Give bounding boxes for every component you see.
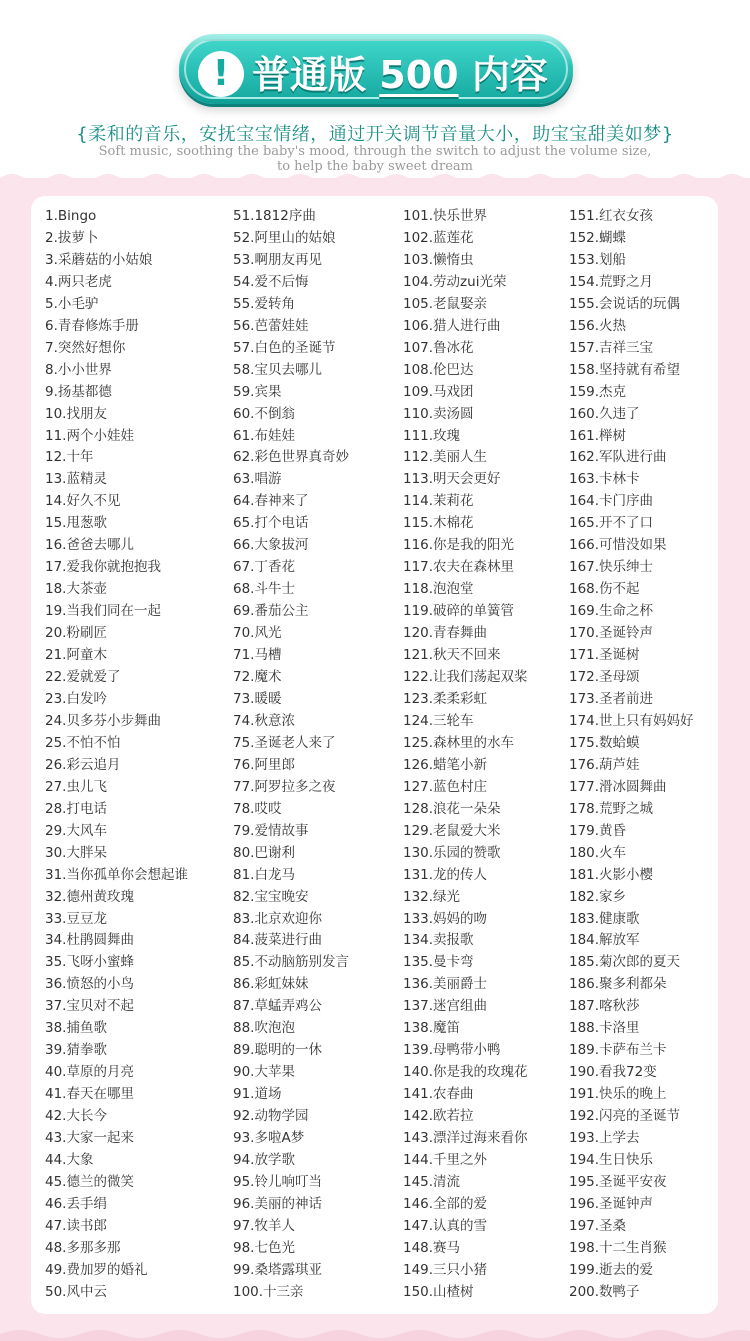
song-item: 55.爱转角 (233, 295, 295, 312)
song-item: 40.草原的月亮 (45, 1064, 134, 1081)
song-item: 159.杰克 (569, 383, 627, 400)
song-item: 58.宝贝去哪儿 (233, 361, 322, 378)
song-item: 105.老鼠娶亲 (403, 295, 488, 312)
song-column-3 (403, 206, 528, 1304)
song-item: 184.解放军 (569, 932, 640, 949)
song-item: 133.妈妈的吻 (403, 910, 488, 927)
song-item: 157.吉祥三宝 (569, 339, 654, 356)
song-item: 143.漂洋过海来看你 (403, 1130, 528, 1147)
song-item: 172.圣母颂 (569, 669, 640, 686)
song-item: 195.圣诞平安夜 (569, 1173, 667, 1190)
subtitle-chinese: {柔和的音乐，安抚宝宝情绪，通过开关调节音量大小，助宝宝甜美如梦} (76, 124, 674, 145)
song-item: 158.坚持就有希望 (569, 361, 681, 378)
song-item: 57.白色的圣诞节 (233, 339, 336, 356)
song-item: 43.大家一起来 (45, 1130, 134, 1147)
song-item: 146.全部的爱 (403, 1195, 488, 1212)
banner-title-number: 500 (379, 53, 459, 97)
song-item: 130.乐园的赞歌 (403, 844, 501, 861)
song-item: 166.可惜没如果 (569, 537, 667, 554)
song-item: 181.火影小樱 (569, 866, 654, 883)
song-item: 160.久违了 (569, 405, 640, 422)
song-item: 12.十年 (45, 449, 94, 466)
song-item: 75.圣诞老人来了 (233, 734, 336, 751)
song-item: 69.番茄公主 (233, 603, 309, 620)
song-item: 113.明天会更好 (403, 471, 501, 488)
song-item: 127.蓝色村庄 (403, 778, 488, 795)
song-item: 8.小小世界 (45, 361, 112, 378)
song-item: 142.欧若拉 (403, 1108, 474, 1125)
song-item: 177.滑冰圆舞曲 (569, 778, 667, 795)
subtitle-english-line1: Soft music, soothing the baby's mood, through the switch to adjust the volume size, (98, 144, 652, 159)
song-item: 104.劳动zui光荣 (403, 273, 507, 290)
song-item: 33.豆豆龙 (45, 910, 107, 927)
song-item: 170.圣诞铃声 (569, 625, 654, 642)
song-item: 123.柔柔彩虹 (403, 690, 488, 707)
song-item: 182.家乡 (569, 888, 627, 905)
song-item: 116.你是我的阳光 (403, 537, 515, 554)
song-item: 94.放学歌 (233, 1151, 295, 1168)
song-item: 183.健康歌 (569, 910, 640, 927)
song-item: 99.桑塔露琪亚 (233, 1261, 322, 1278)
song-column-1 (45, 206, 188, 1304)
song-item: 65.打个电话 (233, 515, 309, 532)
song-item: 109.马戏团 (403, 383, 474, 400)
song-item: 26.彩云追月 (45, 756, 121, 773)
song-item: 174.世上只有妈妈好 (569, 712, 694, 729)
song-item: 161.榉树 (569, 427, 627, 444)
song-item: 149.三只小猪 (403, 1261, 488, 1278)
song-item: 107.鲁冰花 (403, 339, 474, 356)
song-item: 73.暖暖 (233, 690, 282, 707)
song-item: 196.圣诞钟声 (569, 1195, 654, 1212)
song-item: 178.荒野之城 (569, 800, 654, 817)
song-item: 122.让我们荡起双桨 (403, 669, 528, 686)
song-item: 197.圣桑 (569, 1217, 627, 1234)
song-item: 82.宝宝晚安 (233, 888, 309, 905)
song-item: 199.逝去的爱 (569, 1261, 654, 1278)
song-item: 140.你是我的玫瑰花 (403, 1064, 528, 1081)
song-item: 102.蓝莲花 (403, 229, 474, 246)
song-item: 13.蓝精灵 (45, 471, 107, 488)
song-item: 14.好久不见 (45, 493, 121, 510)
song-item: 7.突然好想你 (45, 339, 126, 356)
song-item: 22.爱就爱了 (45, 669, 121, 686)
song-item: 132.绿光 (403, 888, 461, 905)
song-item: 63.唱游 (233, 471, 282, 488)
song-item: 80.巴谢利 (233, 844, 295, 861)
banner-title-suffix: 内容 (471, 53, 548, 97)
song-item: 86.彩虹妹妹 (233, 976, 309, 993)
song-item: 96.美丽的神话 (233, 1195, 322, 1212)
song-item: 4.两只老虎 (45, 273, 112, 290)
song-item: 50.风中云 (45, 1283, 107, 1300)
song-item: 139.母鸭带小鸭 (403, 1042, 501, 1059)
song-item: 148.赛马 (403, 1239, 461, 1256)
song-item: 19.当我们同在一起 (45, 603, 161, 620)
song-item: 151.红衣女孩 (569, 208, 654, 224)
song-item: 147.认真的雪 (403, 1217, 488, 1234)
song-item: 52.阿里山的姑娘 (233, 229, 336, 246)
song-item: 138.魔笛 (403, 1020, 461, 1037)
song-item: 173.圣者前进 (569, 690, 654, 707)
song-item: 46.丢手绢 (45, 1195, 107, 1212)
banner-title (252, 47, 562, 103)
song-item: 119.破碎的单簧管 (403, 603, 515, 620)
song-item: 71.马槽 (233, 647, 282, 664)
song-item: 189.卡萨布兰卡 (569, 1042, 667, 1059)
song-item: 77.阿罗拉多之夜 (233, 778, 336, 795)
song-item: 3.采蘑菇的小姑娘 (45, 251, 153, 268)
song-item: 117.农夫在森林里 (403, 559, 515, 576)
song-item: 91.道场 (233, 1086, 282, 1103)
song-item: 79.爱情故事 (233, 822, 309, 839)
song-item: 47.读书郎 (45, 1217, 107, 1234)
song-item: 53.啊朋友再见 (233, 251, 322, 268)
song-item: 194.生日快乐 (569, 1151, 654, 1168)
song-item: 155.会说话的玩偶 (569, 295, 681, 312)
song-item: 186.聚多利都朵 (569, 976, 667, 993)
song-item: 185.菊次郎的夏天 (569, 954, 681, 971)
song-item: 169.生命之杯 (569, 603, 654, 620)
song-item: 137.迷宫组曲 (403, 998, 488, 1015)
song-item: 152.蝴蝶 (569, 229, 627, 246)
song-item: 66.大象拔河 (233, 537, 309, 554)
song-item: 36.愤怒的小鸟 (45, 976, 134, 993)
song-item: 45.德兰的微笑 (45, 1173, 134, 1190)
song-item: 112.美丽人生 (403, 449, 488, 466)
song-item: 120.青春舞曲 (403, 625, 488, 642)
song-item: 84.菠菜进行曲 (233, 932, 322, 949)
song-item: 171.圣诞树 (569, 647, 640, 664)
song-item: 118.泡泡堂 (403, 581, 474, 598)
song-item: 111.玫瑰 (403, 427, 461, 444)
song-item: 110.卖汤圆 (403, 405, 474, 422)
song-item: 59.宾果 (233, 383, 282, 400)
song-item: 20.粉刷匠 (45, 625, 107, 642)
song-item: 49.费加罗的婚礼 (45, 1261, 148, 1278)
song-item: 167.快乐绅士 (569, 559, 654, 576)
song-item: 5.小毛驴 (45, 295, 99, 312)
bottom-scallop (0, 1326, 750, 1341)
song-item: 126.蜡笔小新 (403, 756, 488, 773)
song-item: 141.农春曲 (403, 1086, 474, 1103)
song-column-2 (233, 206, 349, 1304)
song-item: 54.爱不后悔 (233, 273, 309, 290)
song-item: 2.拔萝卜 (45, 229, 99, 246)
song-item: 81.白龙马 (233, 866, 295, 883)
song-item: 61.布娃娃 (233, 427, 295, 444)
song-item: 10.找朋友 (45, 405, 107, 422)
song-item: 156.火热 (569, 317, 627, 334)
song-item: 108.伦巴达 (403, 361, 474, 378)
song-item: 87.草蜢弄鸡公 (233, 998, 322, 1015)
song-item: 31.当你孤单你会想起谁 (45, 866, 188, 883)
song-item: 131.龙的传人 (403, 866, 488, 883)
song-item: 37.宝贝对不起 (45, 998, 134, 1015)
song-item: 97.牧羊人 (233, 1217, 295, 1234)
song-item: 135.曼卡弯 (403, 954, 474, 971)
song-column-4 (569, 206, 694, 1304)
song-item: 16.爸爸去哪儿 (45, 537, 134, 554)
song-item: 18.大茶壶 (45, 581, 107, 598)
song-item: 38.捕鱼歌 (45, 1020, 107, 1037)
song-item: 188.卡洛里 (569, 1020, 640, 1037)
song-item: 114.茉莉花 (403, 493, 474, 510)
song-item: 23.白发吟 (45, 690, 107, 707)
song-item: 74.秋意浓 (233, 712, 295, 729)
song-item: 198.十二生肖猴 (569, 1239, 667, 1256)
song-item: 42.大长今 (45, 1108, 107, 1125)
song-item: 153.划船 (569, 251, 627, 268)
song-item: 25.不怕不怕 (45, 734, 121, 751)
song-item: 51.1812序曲 (233, 208, 316, 224)
song-item: 125.森林里的水车 (403, 734, 515, 751)
song-item: 76.阿里郎 (233, 756, 295, 773)
song-item: 62.彩色世界真奇妙 (233, 449, 349, 466)
song-item: 103.懒惰虫 (403, 251, 474, 268)
song-item: 28.打电话 (45, 800, 107, 817)
song-item: 165.开不了口 (569, 515, 654, 532)
title-banner (179, 34, 573, 104)
song-item: 168.伤不起 (569, 581, 640, 598)
song-item: 21.阿童木 (45, 647, 107, 664)
song-item: 90.大苹果 (233, 1064, 295, 1081)
song-item: 60.不倒翁 (233, 405, 295, 422)
song-item: 106.猎人进行曲 (403, 317, 501, 334)
song-item: 191.快乐的晚上 (569, 1086, 667, 1103)
song-item: 9.扬基都德 (45, 383, 112, 400)
song-item: 121.秋天不回来 (403, 647, 501, 664)
song-item: 78.哎哎 (233, 800, 282, 817)
song-item: 88.吹泡泡 (233, 1020, 295, 1037)
song-item: 176.葫芦娃 (569, 756, 640, 773)
song-item: 95.铃儿响叮当 (233, 1173, 322, 1190)
scallop-divider (0, 170, 750, 194)
song-item: 70.风光 (233, 625, 282, 642)
song-item: 163.卡林卡 (569, 471, 640, 488)
song-item: 98.七色光 (233, 1239, 295, 1256)
song-item: 128.浪花一朵朵 (403, 800, 501, 817)
song-item: 15.甩葱歌 (45, 515, 107, 532)
song-item: 83.北京欢迎你 (233, 910, 322, 927)
song-item: 134.卖报歌 (403, 932, 474, 949)
song-item: 164.卡门序曲 (569, 493, 654, 510)
song-item: 179.黄昏 (569, 822, 627, 839)
song-item: 17.爱我你就抱抱我 (45, 559, 161, 576)
song-item: 101.快乐世界 (403, 208, 488, 224)
song-item: 35.飞呀小蜜蜂 (45, 954, 134, 971)
song-item: 193.上学去 (569, 1130, 640, 1147)
song-item: 150.山楂树 (403, 1283, 474, 1300)
song-item: 29.大风车 (45, 822, 107, 839)
song-item: 24.贝多芬小步舞曲 (45, 712, 161, 729)
song-item: 136.美丽爵士 (403, 976, 488, 993)
song-item: 41.春天在哪里 (45, 1086, 134, 1103)
song-item: 34.杜鹃圆舞曲 (45, 932, 134, 949)
title-banner-inner (184, 39, 568, 99)
song-item: 30.大胖呆 (45, 844, 107, 861)
song-item: 115.木棉花 (403, 515, 474, 532)
exclamation-icon: ! (198, 51, 244, 97)
song-item: 32.德州黄玫瑰 (45, 888, 134, 905)
song-item: 175.数蛤蟆 (569, 734, 640, 751)
song-item: 154.荒野之月 (569, 273, 654, 290)
song-item: 100.十三亲 (233, 1283, 304, 1300)
song-item: 67.丁香花 (233, 559, 295, 576)
song-item: 92.动物学园 (233, 1108, 309, 1125)
song-item: 124.三轮车 (403, 712, 474, 729)
song-item: 27.虫儿飞 (45, 778, 107, 795)
song-item: 68.斗牛士 (233, 581, 295, 598)
song-item: 89.聪明的一休 (233, 1042, 322, 1059)
song-item: 48.多那多那 (45, 1239, 121, 1256)
song-item: 145.清流 (403, 1173, 461, 1190)
song-item: 64.春神来了 (233, 493, 309, 510)
song-item: 85.不动脑筋别发言 (233, 954, 349, 971)
song-item: 6.青春修炼手册 (45, 317, 139, 334)
song-list-card (31, 196, 718, 1314)
song-item: 56.芭蕾娃娃 (233, 317, 309, 334)
song-item: 39.猜拳歌 (45, 1042, 107, 1059)
subtitle-english-line2: to help the baby sweet dream (276, 159, 473, 174)
banner-title-prefix: 普通版 (252, 53, 367, 97)
song-item: 162.军队进行曲 (569, 449, 667, 466)
song-item: 190.看我72变 (569, 1064, 657, 1081)
song-item: 192.闪亮的圣诞节 (569, 1108, 681, 1125)
song-item: 180.火车 (569, 844, 627, 861)
song-item: 1.Bingo (45, 208, 97, 224)
song-item: 44.大象 (45, 1151, 94, 1168)
song-item: 187.喀秋莎 (569, 998, 640, 1015)
song-item: 72.魔术 (233, 669, 282, 686)
song-item: 11.两个小娃娃 (45, 427, 134, 444)
song-item: 144.千里之外 (403, 1151, 488, 1168)
song-item: 93.多啦A梦 (233, 1130, 305, 1147)
song-item: 200.数鸭子 (569, 1283, 640, 1300)
song-item: 129.老鼠爱大米 (403, 822, 501, 839)
